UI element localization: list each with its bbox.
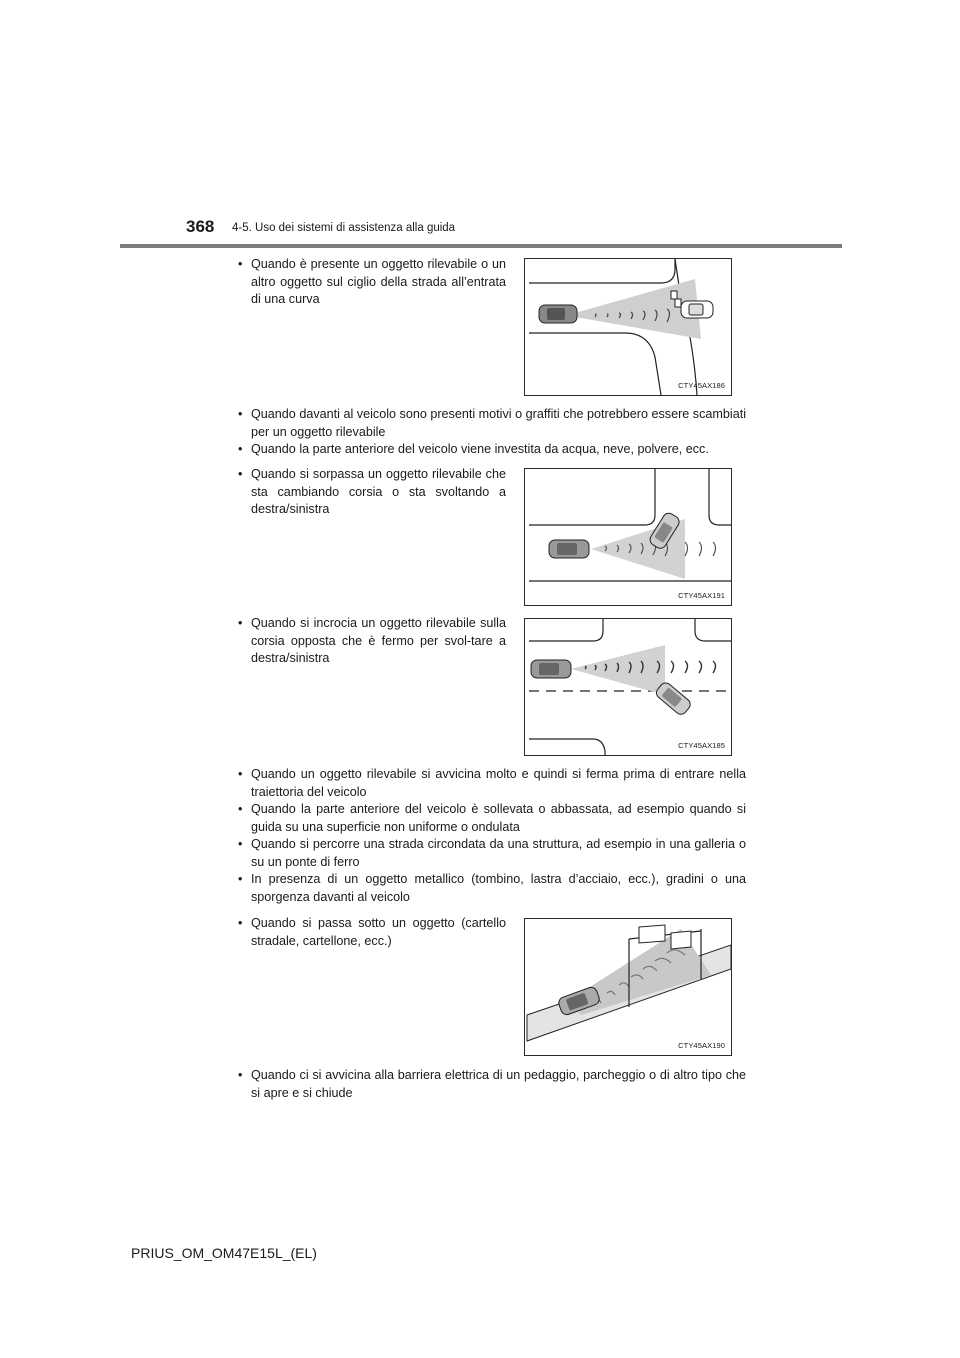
list-item: • In presenza di un oggetto metallico (tombino, lastra d’acciaio, ecc.), gradini o una sporgenza davanti al veicolo xyxy=(236,871,746,906)
list-item: • Quando davanti al veicolo sono presenti motivi o graffiti che potrebbero essere scambiati per un oggetto rilevabile xyxy=(236,406,746,441)
list-item: • Quando un oggetto rilevabile si avvicina molto e quindi si ferma prima di entrare nella traiettoria del veicolo xyxy=(236,766,746,801)
figure-code: CTY45AX190 xyxy=(678,1041,725,1050)
list-item: • Quando la parte anteriore del veicolo viene investita da acqua, neve, polvere, ecc. xyxy=(236,441,746,459)
list-item: • Quando si sorpassa un oggetto rilevabile che sta cambiando corsia o sta svoltando a destra/sinistra xyxy=(236,466,506,519)
document-code: PRIUS_OM_OM47E15L_(EL) xyxy=(131,1245,317,1261)
header-divider xyxy=(120,244,842,248)
list-item: • Quando è presente un oggetto rilevabile o un altro oggetto sul ciglio della strada all’entrata di una curva xyxy=(236,256,506,309)
figure-code: CTY45AX191 xyxy=(678,591,725,600)
figure-overtaking-turning-object xyxy=(524,468,732,606)
list-item: • Quando si percorre una strada circondata da una struttura, ad esempio in una galleria o su un ponte di ferro xyxy=(236,836,746,871)
oncoming-illustration xyxy=(525,619,731,755)
section-title: 4-5. Uso dei sistemi di assistenza alla guida xyxy=(232,222,456,234)
figure-oncoming-turning-object xyxy=(524,618,732,756)
figure-overhead-sign xyxy=(524,918,732,1056)
list-item: • Quando la parte anteriore del veicolo è sollevata o abbassata, ad esempio quando si guida su una superficie non uniforme o ondulata xyxy=(236,801,746,836)
figure-code: CTY45AX186 xyxy=(678,381,725,390)
figure-code: CTY45AX185 xyxy=(678,741,725,750)
page-number: 368 xyxy=(186,217,215,236)
overtaking-illustration xyxy=(525,469,731,605)
list-item: • Quando si passa sotto un oggetto (cartello stradale, cartellone, ecc.) xyxy=(236,915,506,950)
figure-curve-roadside-object xyxy=(524,258,732,396)
curve-illustration xyxy=(525,259,731,395)
list-item: • Quando ci si avvicina alla barriera elettrica di un pedaggio, parcheggio o di altro tipo che si apre e si chiude xyxy=(236,1067,746,1102)
list-item: • Quando si incrocia un oggetto rilevabile sulla corsia opposta che è fermo per svol-tare a destra/sinistra xyxy=(236,615,506,668)
overhead-sign-illustration xyxy=(525,919,731,1055)
